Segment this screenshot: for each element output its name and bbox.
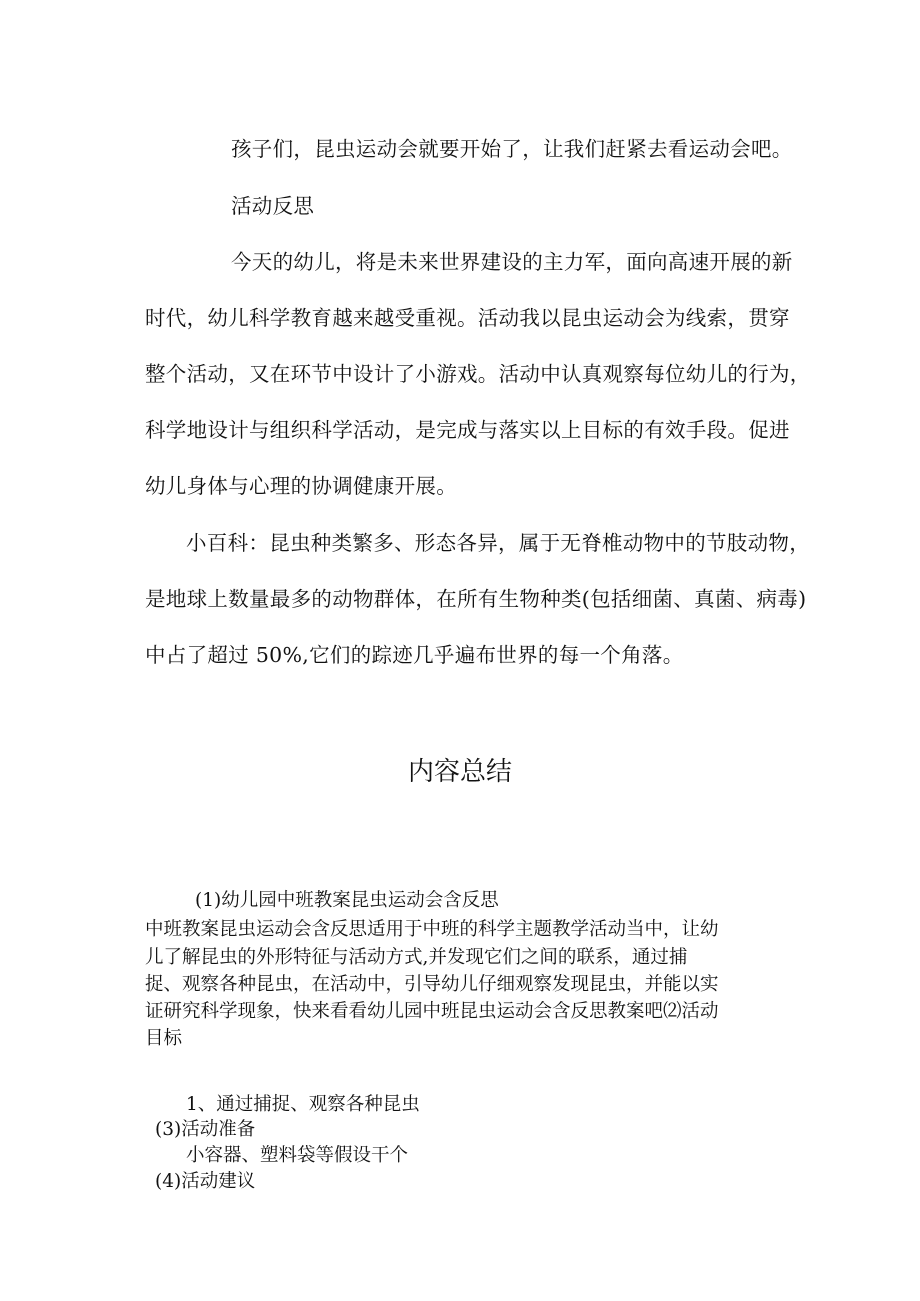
paragraph-line: 目标 [145, 1028, 183, 1049]
paragraph-line: 证研究科学现象，快来看看幼儿园中班昆虫运动会含反思教案吧⑵活动 [145, 1001, 719, 1022]
paragraph-line: 时代，幼儿科学教育越来越受重视。活动我以昆虫运动会为线索，贯穿 [145, 306, 790, 330]
intro-paragraph: 孩子们，昆虫运动会就要开始了，让我们赶紧去看运动会吧。 [231, 137, 793, 161]
summary-item1-title: (1)幼儿园中班教案昆虫运动会含反思 [195, 890, 499, 911]
paragraph-line: 中班教案昆虫运动会含反思适用于中班的科学主题教学活动当中，让幼 [145, 919, 719, 940]
reflection-title: 活动反思 [231, 194, 315, 218]
summary-item3-title: (3)活动准备 [155, 1119, 256, 1140]
paragraph-line: 儿了解昆虫的外形特征与活动方式,并发现它们之间的联系，通过捕 [145, 947, 688, 968]
summary-item4-title: (4)活动建议 [155, 1171, 256, 1192]
paragraph-line: 中占了超过 50%,它们的踪迹几乎遍布世界的每一个角落。 [145, 643, 684, 667]
paragraph-line: 小百科：昆虫种类繁多、形态各异，属于无脊椎动物中的节肢动物， [186, 531, 810, 555]
paragraph-line: 今天的幼儿，将是未来世界建设的主力军，面向高速开展的新 [231, 250, 793, 274]
preparation-text: 小容器、塑料袋等假设干个 [186, 1145, 409, 1166]
paragraph-line: 科学地设计与组织科学活动，是完成与落实以上目标的有效手段。促进 [145, 418, 790, 442]
paragraph-line: 捉、观察各种昆虫，在活动中，引导幼儿仔细观察发现昆虫，并能以实 [145, 974, 719, 995]
summary-heading: 内容总结 [407, 757, 512, 787]
goal-item: 1、通过捕捉、观察各种昆虫 [186, 1094, 420, 1115]
paragraph-line: 整个活动，又在环节中设计了小游戏。活动中认真观察每位幼儿的行为， [145, 362, 811, 386]
paragraph-line: 是地球上数量最多的动物群体，在所有生物种类(包括细菌、真菌、病毒) [145, 587, 807, 611]
paragraph-line: 幼儿身体与心理的协调健康开展。 [145, 474, 457, 498]
